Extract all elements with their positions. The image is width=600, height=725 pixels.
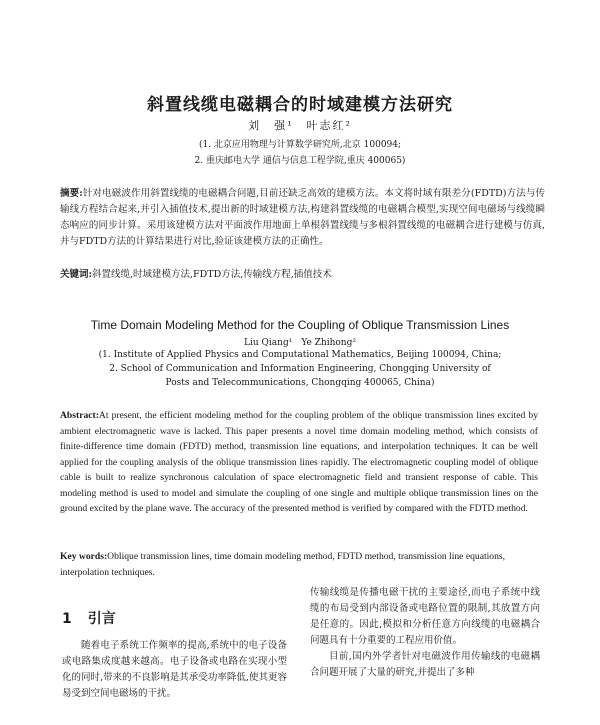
section-heading [62, 608, 132, 628]
en-paper-title: Time Domain Modeling Method for the Coupling of Oblique Transmission Lines [90, 318, 510, 332]
en-abstract-text: At present, the efficient modeling method for the coupling problem of the oblique transmission lines excited by ambient electromagnetic wave is lacked. This paper presents a novel time domain modeling method, which consists of finite-difference time domain (FDTD) method, transmission line equations, and interpolation techniques. It can be well applied for the coupling analysis of the oblique transmission lines rapidly. The electromagnetic coupling model of oblique cable is built to realize synchronous calculation of space electromagnetic field and transient response of cable. This modeling method is used to model and simulate the coupling of one single and multiple oblique transmission lines on the ground excited by the plane wave. The accuracy of the presented method is verified by compared with the FDTD method. [60, 410, 538, 514]
cn-abstract [60, 186, 545, 250]
section-title: 引言 [87, 611, 116, 627]
en-abstract-label: Abstract: [60, 410, 99, 421]
body-paragraph: 目前,国内外学者针对电磁波作用传输线的电磁耦合问题开展了大量的研究,并提出了多种 [310, 651, 540, 678]
en-affiliation-2: 2. School of Communication and Information Engineering, Chongqing University of [109, 364, 491, 374]
en-affiliation-1: (1. Institute of Applied Physics and Computational Mathematics, Beijing 100094, China; [98, 350, 502, 360]
cn-keywords-label: 关键词: [60, 269, 93, 280]
en-keywords-text: Oblique transmission lines, time domain modeling method, FDTD method, transmission line equations, interpolation techniques. [60, 551, 506, 578]
cn-affiliation-2: 2. 重庆邮电大学 通信与信息工程学院,重庆 400065) [194, 156, 406, 166]
en-affiliation-3: Posts and Telecommunications, Chongqing 400065, China) [165, 378, 435, 388]
body-column-right [310, 585, 540, 681]
en-keywords [60, 549, 538, 580]
en-abstract [60, 408, 538, 517]
body-paragraph: 传输线缆是传播电磁干扰的主要途径,而电子系统中线缆的布局受到内部设备或电路位置的限制,其放置方向是任意的。因此,模拟和分析任意方向线缆的电磁耦合问题具有十分重要的工程应用价值。 [310, 587, 540, 646]
section-number: 1 [62, 611, 72, 627]
cn-keywords-text: 斜置线缆,时域建模方法,FDTD方法,传输线方程,插值技术 [92, 269, 332, 280]
cn-keywords [60, 266, 545, 280]
en-authors: Liu Qiang¹ Ye Zhihong² [244, 338, 356, 348]
cn-affiliation-1: (1. 北京应用物理与计算数学研究所,北京 100094; [198, 140, 402, 150]
en-keywords-label: Key words: [60, 551, 108, 562]
cn-authors: 刘 强¹ 叶志红² [248, 119, 352, 132]
cn-abstract-label: 摘要: [60, 188, 83, 199]
cn-abstract-text: 针对电磁波作用斜置线缆的电磁耦合问题,目前还缺乏高效的建模方法。本文将时域有限差分(FDTD)方法与传输线方程结合起来,并引入插值技术,提出新的时域建模方法,构建斜置线缆的电磁耦合模型,实现空间电磁场与线缆瞬态响应的同步计算。采用该建模方法对平面波作用地面上单根斜置线缆与多根斜置线缆的电磁耦合进行建模与仿真,并与FDTD方法的计算结果进行对比,验证该建模方法的正确性。 [60, 188, 545, 247]
body-column-left: 随着电子系统工作频率的提高,系统中的电子设备或电路集成度越来越高。电子设备或电路在实现小型化的同时,带来的不良影响是其承受功率降低,使其更容易受到空间电磁场的干扰。 [62, 640, 287, 699]
cn-paper-title: 斜置线缆电磁耦合的时域建模方法研究 [147, 95, 453, 115]
